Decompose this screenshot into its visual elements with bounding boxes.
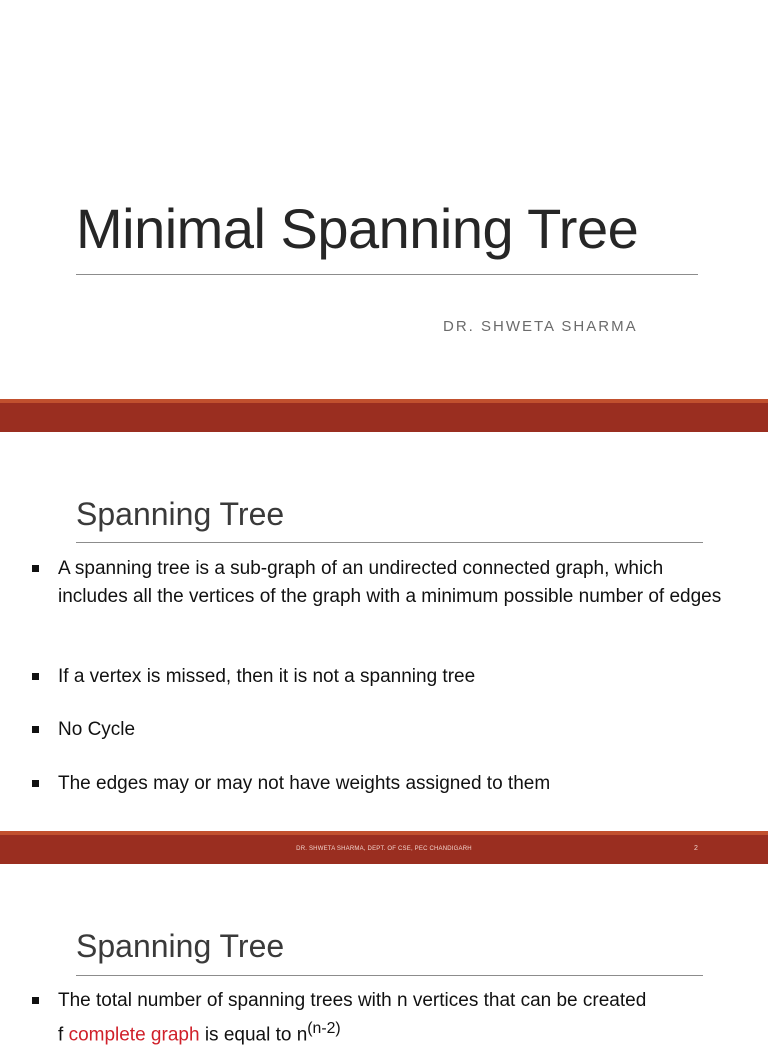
- exponent: (n-2): [307, 1019, 341, 1037]
- highlighted-term: complete graph: [68, 1023, 200, 1045]
- page-number: 2: [694, 845, 698, 852]
- heading-divider: [76, 542, 703, 543]
- author-name: DR. SHWETA SHARMA: [443, 318, 638, 335]
- separator-highlight: [0, 399, 768, 403]
- list-item: [32, 555, 732, 610]
- square-bullet-icon: [32, 726, 39, 733]
- bullet-text: The edges may or may not have weights assigned to them: [58, 773, 551, 794]
- list-item: [32, 716, 732, 744]
- bullet-list: [32, 663, 732, 691]
- heading-divider: [76, 975, 703, 976]
- footer-text: DR. SHWETA SHARMA, DEPT. OF CSE, PEC CHANDIGARH: [296, 846, 472, 852]
- list-item: [32, 987, 732, 1048]
- bullet-text: No Cycle: [58, 719, 136, 740]
- slide-heading: Spanning Tree: [76, 496, 285, 532]
- slide-footer-bar: [0, 831, 768, 864]
- bullet-list: [32, 716, 732, 744]
- separator-highlight: [0, 831, 768, 835]
- square-bullet-icon: [32, 673, 39, 680]
- bullet-text-cont: f: [58, 1023, 64, 1045]
- list-item: [32, 770, 732, 798]
- list-item: [32, 663, 732, 691]
- bullet-text: A spanning tree is a sub-graph of an undirected connected graph, which includes all the vertices of the graph with a minimum possible number of edges: [58, 558, 722, 607]
- title-divider: [76, 274, 698, 275]
- bullet-list: [32, 987, 732, 1048]
- square-bullet-icon: [32, 565, 39, 572]
- slide-heading: Spanning Tree: [76, 928, 285, 964]
- slide-separator-bar: [0, 399, 768, 432]
- bullet-text: The total number of spanning trees with n vertices that can be created: [58, 990, 647, 1011]
- square-bullet-icon: [32, 780, 39, 787]
- bullet-text: If a vertex is missed, then it is not a spanning tree: [58, 666, 476, 687]
- bullet-list: [32, 770, 732, 798]
- bullet-list: [32, 555, 732, 610]
- bullet-text-cont: is equal to n: [204, 1023, 308, 1045]
- square-bullet-icon: [32, 997, 39, 1004]
- slide-title: Minimal Spanning Tree: [76, 197, 639, 260]
